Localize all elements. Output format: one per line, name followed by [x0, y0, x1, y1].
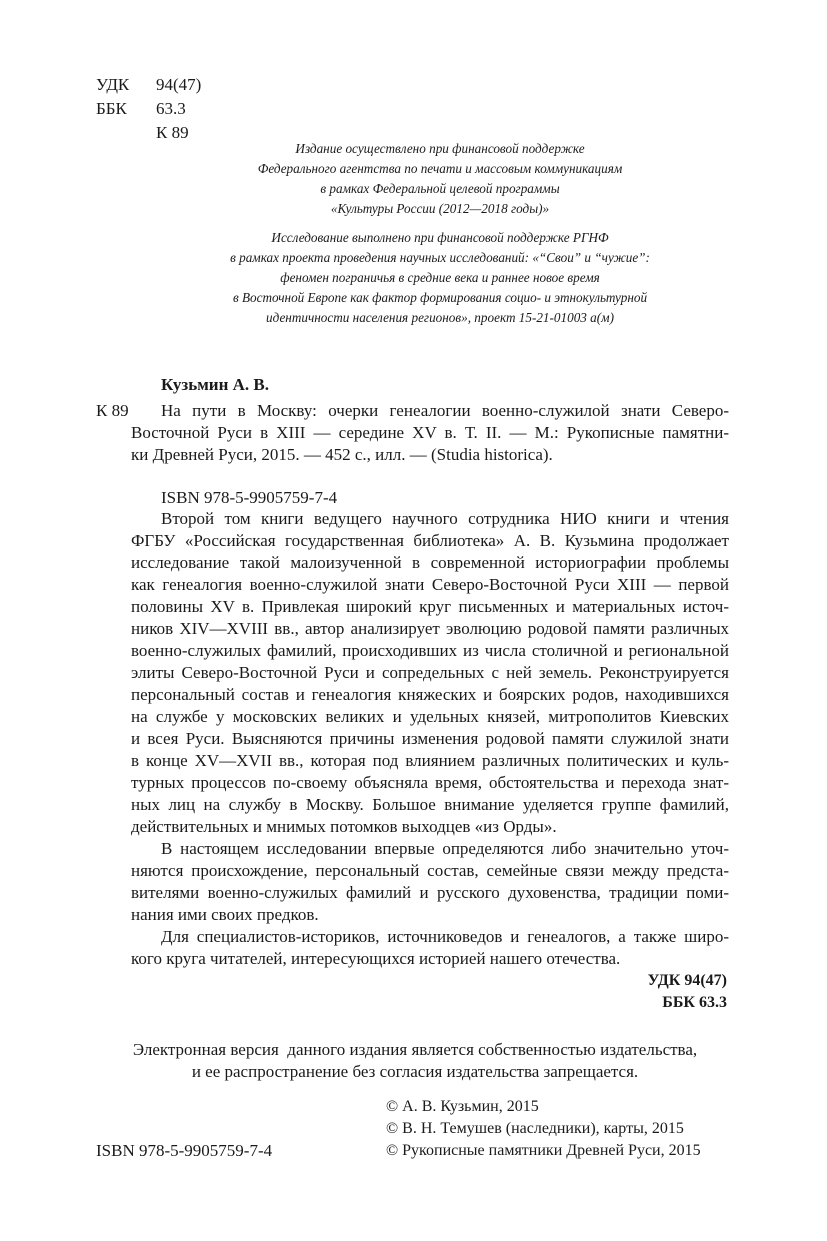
abstract-line: ФГБУ «Российская государственная библиотека» А. В. Кузьмина продолжает [131, 531, 729, 550]
funding-line: феномен пограничья в средние века и раннее новое время [280, 270, 600, 285]
funding-notice-federal [180, 139, 700, 219]
abstract-line: кого круга читателей, интересующихся историей нашего отечества. [131, 949, 621, 968]
abstract-line: Для специалистов-историков, источниковедов и генеалогов, а также широ- [161, 927, 729, 946]
udk-bold: УДК 94(47) [647, 972, 727, 989]
funding-line: «Культуры России (2012—2018 годы)» [330, 201, 550, 216]
classification-block [96, 73, 201, 145]
bbk-label: ББК [96, 99, 127, 118]
abstract-line: В настоящем исследовании впервые определяются либо значительно уточ- [161, 839, 729, 858]
description-line: Восточной Руси в XIII — середине XV в. Т. II. — М.: Рукописные памятни- [131, 423, 729, 442]
udk-label: УДК [96, 75, 130, 94]
abstract-line: персональный состав и генеалогия княжеских и боярских родов, находившихся [131, 685, 729, 704]
author-mark: К 89 [156, 123, 189, 142]
bbk-bold: ББК 63.3 [662, 994, 727, 1011]
copyright-line: © Рукописные памятники Древней Руси, 2015 [386, 1142, 701, 1159]
abstract-line: как генеалогия военно-служилой знати Северо-Восточной Руси XIII — первой [131, 575, 729, 594]
funding-line: идентичности населения регионов», проект 15-21-01003 а(м) [266, 310, 614, 325]
isbn-bottom: ISBN 978-5-9905759-7-4 [96, 1141, 273, 1160]
funding-line: Федерального агентства по печати и массовым коммуникациям [257, 161, 623, 176]
abstract [131, 508, 729, 970]
abstract-line: элиты Северо-Восточной Руси и сопредельных с ней земель. Реконструируется [131, 663, 729, 682]
funding-line: в Восточной Европе как фактор формирования социо- и этнокультурной [232, 290, 648, 305]
funding-line: в рамках Федеральной целевой программы [320, 181, 560, 196]
abstract-line: нания ими своих предков. [131, 905, 319, 924]
abstract-line: действительных и мнимых потомков выходцев «из Орды». [131, 817, 557, 836]
abstract-line: исследование такой малоизученной в современной историографии проблемы [131, 553, 729, 572]
copyright-line: © А. В. Кузьмин, 2015 [386, 1098, 539, 1115]
abstract-line: половины XV в. Привлекая широкий круг письменных и материальных источ- [131, 597, 729, 616]
bbk-row [96, 97, 201, 121]
author-name: Кузьмин А. В. [161, 375, 270, 394]
copyright-block [386, 1096, 701, 1162]
bbk-value: 63.3 [156, 99, 186, 118]
classification-bold [648, 970, 727, 1014]
description-line: На пути в Москву: очерки генеалогии военно-служилой знати Северо- [161, 401, 729, 420]
catalog-code: К 89 [96, 401, 129, 420]
funding-line: Исследование выполнено при финансовой поддержке РГНФ [271, 230, 609, 245]
abstract-line: ников XIV—XVIII вв., автор анализирует эволюцию родовой памяти различных [131, 619, 729, 638]
bibliographic-description [131, 400, 729, 466]
isbn-top: ISBN 978-5-9905759-7-4 [161, 488, 338, 507]
notice-line: Электронная версия данного издания является собственностью издательства, [132, 1040, 698, 1059]
description-line: ки Древней Руси, 2015. — 452 с., илл. — (Studia historica). [131, 445, 553, 464]
notice-line: и ее распространение без согласия издательства запрещается. [191, 1062, 639, 1081]
abstract-line: на службе у московских великих и удельных князей, митрополитов Киевских [131, 707, 729, 726]
abstract-line: в конце XV—XVII вв., которая под влиянием различных политических и куль- [131, 751, 729, 770]
abstract-line: Второй том книги ведущего научного сотрудника НИО книги и чтения [161, 509, 729, 528]
abstract-line: военно-служилых фамилий, происходивших из числа столичной и региональной [131, 641, 729, 660]
udk-row [96, 73, 201, 97]
funding-line: Издание осуществлено при финансовой поддержке [295, 141, 585, 156]
abstract-line: няются происхождение, персональный состав, семейные связи между предста- [131, 861, 729, 880]
abstract-line: турных процессов по-своему объясняла время, обстоятельства и перехода знат- [131, 773, 729, 792]
abstract-line: и всея Руси. Выясняются причины изменения родовой памяти служилой знати [131, 729, 729, 748]
electronic-version-notice [60, 1039, 770, 1083]
abstract-line: вителями военно-служилых фамилий и русского духовенства, традиции поми- [131, 883, 729, 902]
abstract-line: ных лиц на службу в Москву. Большое внимание уделяется группе фамилий, [131, 795, 729, 814]
funding-notice-rgnf [180, 228, 700, 328]
copyright-line: © В. Н. Темушев (наследники), карты, 2015 [386, 1120, 684, 1137]
funding-line: в рамках проекта проведения научных исследований: «“Свои” и “чужие”: [230, 250, 650, 265]
udk-value: 94(47) [156, 75, 202, 94]
